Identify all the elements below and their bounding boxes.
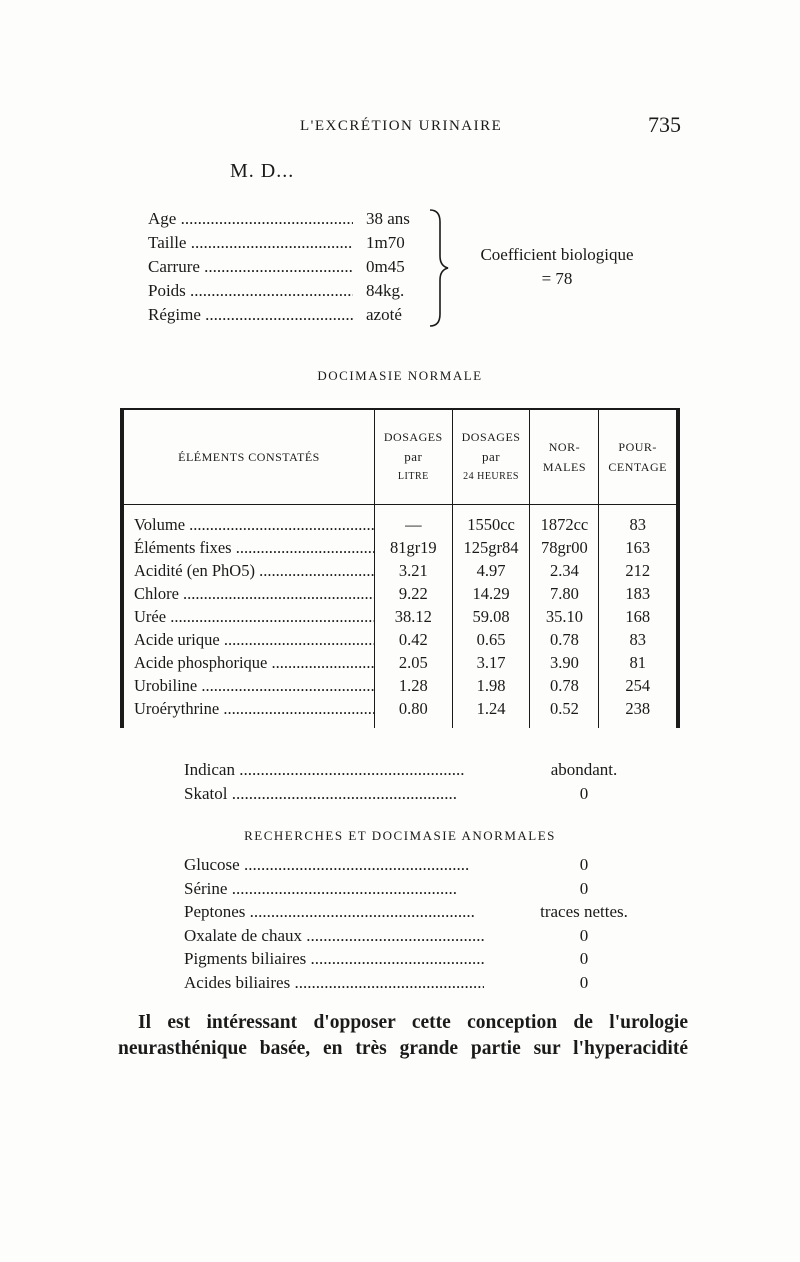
info-label: Poids ..... bbox=[148, 281, 353, 301]
header-text: par bbox=[482, 449, 501, 464]
table-row bbox=[122, 536, 678, 559]
info-value: 1m70 bbox=[366, 233, 405, 252]
element-name: Chlore ..... bbox=[122, 582, 375, 605]
info-row-regime bbox=[148, 305, 418, 329]
list-item bbox=[184, 973, 644, 997]
list-item bbox=[184, 855, 644, 879]
coefficient-label: Coefficient biologique bbox=[480, 245, 634, 264]
value-litre: 9.22 bbox=[375, 582, 453, 605]
list-item bbox=[184, 784, 644, 808]
paragraph-line: neurasthénique basée, en très grande partie sur l'hyperacidité bbox=[118, 1038, 688, 1059]
coefficient-value: = 78 bbox=[541, 269, 573, 288]
item-value: traces nettes. bbox=[540, 902, 628, 921]
header-text: POUR- bbox=[618, 440, 657, 454]
item-label: Peptones ..... bbox=[184, 902, 484, 922]
list-item bbox=[184, 879, 644, 903]
header-dosages-litre bbox=[375, 409, 453, 505]
value-normales: 0.78 bbox=[530, 674, 599, 697]
table-row bbox=[122, 628, 678, 651]
value-litre: 1.28 bbox=[375, 674, 453, 697]
item-label: Oxalate de chaux ..... bbox=[184, 926, 484, 946]
value-litre: 2.05 bbox=[375, 651, 453, 674]
paragraph-line: Il est intéressant d'opposer cette conception de l'urologie bbox=[138, 1012, 688, 1033]
value-24h: 4.97 bbox=[452, 559, 530, 582]
header-pourcentage bbox=[599, 409, 678, 505]
table-row bbox=[122, 674, 678, 697]
patient-info bbox=[148, 209, 418, 329]
info-row-carrure bbox=[148, 257, 418, 281]
curly-brace-icon bbox=[426, 208, 450, 328]
extra-results bbox=[184, 760, 644, 808]
table-row bbox=[122, 582, 678, 605]
info-label: Age ..... bbox=[148, 209, 353, 229]
value-pourcentage: 183 bbox=[599, 582, 678, 605]
element-name: Éléments fixes ..... bbox=[122, 536, 375, 559]
value-24h: 1.24 bbox=[452, 697, 530, 728]
value-normales: 3.90 bbox=[530, 651, 599, 674]
header-normales bbox=[530, 409, 599, 505]
header-text: 24 HEURES bbox=[463, 471, 519, 482]
element-name: Acide urique ..... bbox=[122, 628, 375, 651]
element-name: Urée ..... bbox=[122, 605, 375, 628]
page-number: 735 bbox=[648, 112, 681, 137]
table-header-row bbox=[122, 409, 678, 505]
value-pourcentage: 212 bbox=[599, 559, 678, 582]
value-normales: 78gr00 bbox=[530, 536, 599, 559]
item-value: 0 bbox=[579, 925, 589, 945]
item-label: Sérine ..... bbox=[184, 879, 484, 899]
element-name: Uroérythrine ..... bbox=[122, 697, 375, 728]
value-pourcentage: 81 bbox=[599, 651, 678, 674]
info-value: 84kg. bbox=[366, 281, 405, 300]
patient-name: M. D... bbox=[230, 160, 295, 182]
anormales-results bbox=[184, 855, 644, 996]
list-item bbox=[184, 902, 644, 926]
info-row-age bbox=[148, 209, 418, 233]
element-name: Acide phosphorique ..... bbox=[122, 651, 375, 674]
value-24h: 59.08 bbox=[452, 605, 530, 628]
info-label: Régime ..... bbox=[148, 305, 353, 325]
value-normales: 0.78 bbox=[530, 628, 599, 651]
header-text: CENTAGE bbox=[608, 460, 667, 474]
header-text: par bbox=[404, 449, 423, 464]
info-label: Carrure ..... bbox=[148, 257, 353, 277]
element-name: Volume ..... bbox=[122, 505, 375, 537]
value-24h: 1550cc bbox=[452, 505, 530, 537]
section-title-normale: DOCIMASIE NORMALE bbox=[317, 368, 483, 383]
value-normales: 1872cc bbox=[530, 505, 599, 537]
item-label: Skatol ..... bbox=[184, 784, 484, 804]
list-item bbox=[184, 760, 644, 784]
item-value: 0 bbox=[579, 949, 589, 968]
table-row bbox=[122, 605, 678, 628]
info-value: 0m45 bbox=[366, 257, 405, 276]
value-24h: 0.65 bbox=[452, 628, 530, 651]
value-pourcentage: 168 bbox=[599, 605, 678, 628]
element-name: Urobiline ..... bbox=[122, 674, 375, 697]
item-value: 0 bbox=[579, 972, 589, 992]
coefficient-biologique bbox=[462, 243, 652, 291]
info-row-taille bbox=[148, 233, 418, 257]
table-row bbox=[122, 651, 678, 674]
value-normales: 0.52 bbox=[530, 697, 599, 728]
item-label: Acides biliaires ..... bbox=[184, 973, 484, 993]
info-row-poids bbox=[148, 281, 418, 305]
value-pourcentage: 254 bbox=[599, 674, 678, 697]
header-text: MALES bbox=[542, 460, 586, 474]
info-label: Taille ..... bbox=[148, 233, 353, 253]
header-text: NOR- bbox=[548, 440, 581, 454]
docimasie-table bbox=[120, 408, 680, 728]
list-item bbox=[184, 949, 644, 973]
table-row bbox=[122, 697, 678, 728]
table-row bbox=[122, 559, 678, 582]
header-text: DOSAGES bbox=[461, 430, 521, 444]
body-paragraph bbox=[118, 1010, 688, 1062]
info-value: azoté bbox=[366, 305, 402, 324]
value-litre: — bbox=[375, 505, 453, 537]
value-normales: 35.10 bbox=[530, 605, 599, 628]
element-name: Acidité (en PhO5) ..... bbox=[122, 559, 375, 582]
header-elements: ÉLÉMENTS CONSTATÉS bbox=[122, 409, 375, 505]
value-pourcentage: 163 bbox=[599, 536, 678, 559]
value-24h: 3.17 bbox=[452, 651, 530, 674]
value-litre: 38.12 bbox=[375, 605, 453, 628]
item-label: Pigments biliaires ..... bbox=[184, 949, 484, 969]
header-text: DOSAGES bbox=[383, 430, 443, 444]
list-item bbox=[184, 926, 644, 950]
value-pourcentage: 83 bbox=[599, 628, 678, 651]
item-value: abondant. bbox=[550, 760, 618, 779]
item-value: 0 bbox=[579, 784, 589, 803]
item-label: Indican ..... bbox=[184, 760, 484, 780]
item-label: Glucose ..... bbox=[184, 855, 484, 875]
item-value: 0 bbox=[579, 855, 589, 874]
value-pourcentage: 238 bbox=[599, 697, 678, 728]
info-value: 38 ans bbox=[366, 209, 410, 228]
value-litre: 3.21 bbox=[375, 559, 453, 582]
running-head: L'EXCRÉTION URINAIRE bbox=[300, 118, 503, 134]
value-24h: 125gr84 bbox=[452, 536, 530, 559]
value-normales: 7.80 bbox=[530, 582, 599, 605]
section-title-anormales: RECHERCHES ET DOCIMASIE ANORMALES bbox=[244, 828, 556, 843]
header-dosages-24h bbox=[452, 409, 530, 505]
value-litre: 0.42 bbox=[375, 628, 453, 651]
value-normales: 2.34 bbox=[530, 559, 599, 582]
value-24h: 1.98 bbox=[452, 674, 530, 697]
value-litre: 0.80 bbox=[375, 697, 453, 728]
item-value: 0 bbox=[579, 878, 589, 898]
table-row bbox=[122, 505, 678, 537]
value-pourcentage: 83 bbox=[599, 505, 678, 537]
header-text: LITRE bbox=[397, 471, 429, 482]
value-24h: 14.29 bbox=[452, 582, 530, 605]
value-litre: 81gr19 bbox=[375, 536, 453, 559]
